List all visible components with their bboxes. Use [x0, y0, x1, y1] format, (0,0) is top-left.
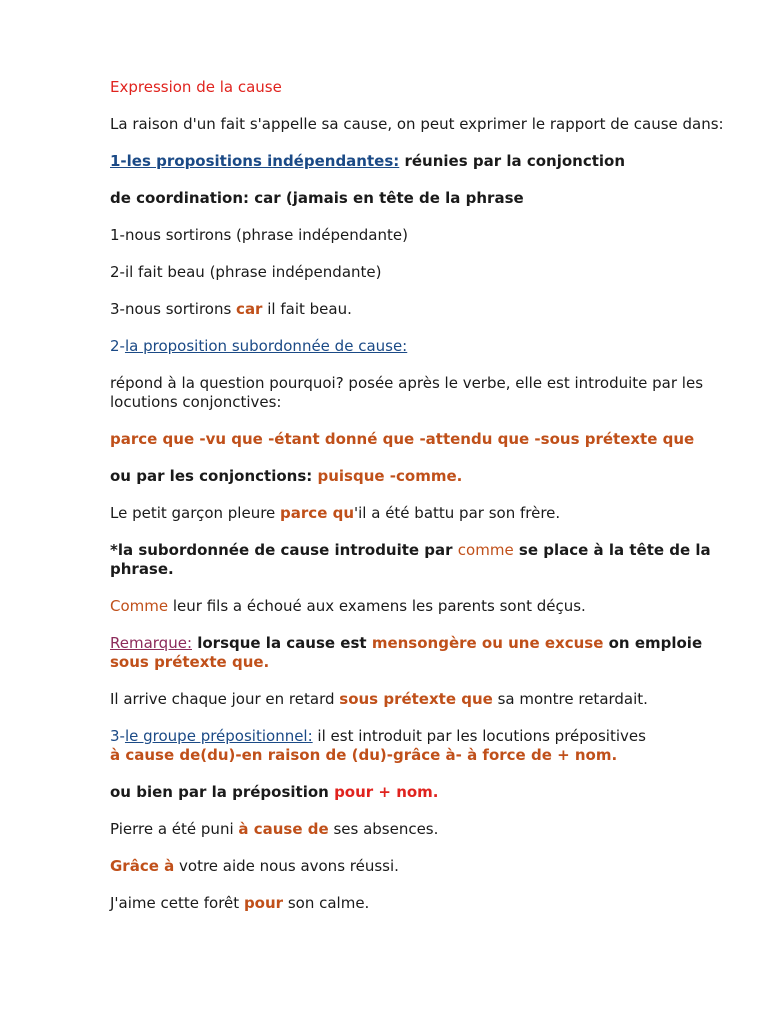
section2-note-pre: *la subordonnée de cause introduite par [110, 541, 458, 559]
section2-comme-example [110, 597, 730, 616]
section3-example-3 [110, 894, 730, 913]
section3-example-2-keyword: Grâce à [110, 857, 175, 875]
remark-example-keyword: sous prétexte que [339, 690, 493, 708]
remark-example [110, 690, 730, 709]
section2-heading: la proposition subordonnée de cause: [124, 337, 408, 355]
section2-example [110, 504, 730, 523]
section3-example-1-pre: Pierre a été puni [110, 820, 239, 838]
example1-3 [110, 300, 730, 319]
remark-keyword-b: sous prétexte que. [110, 653, 270, 671]
section3-text: il est introduit par les locutions prépositives [312, 727, 646, 745]
section3-example-3-pre: J'aime cette forêt [110, 894, 244, 912]
document-title: Expression de la cause [110, 78, 282, 96]
section2-conj-pre: ou par les conjonctions: [110, 467, 318, 485]
section1-heading: 1-les propositions indépendantes: [110, 152, 400, 170]
section3-example-2 [110, 857, 730, 876]
section2-note [110, 541, 730, 579]
section3-preposition [110, 783, 730, 802]
example1-2: 2-il fait beau (phrase indépendante) [110, 263, 382, 281]
section2-conjunctions [110, 467, 730, 486]
section3-example-3-keyword: pour [243, 894, 284, 912]
remark-text-b: on emploie [603, 634, 703, 652]
remark-keyword-a: mensongère ou une excuse [371, 634, 604, 652]
section2-note-keyword: comme [457, 541, 514, 559]
example1-1: 1-nous sortirons (phrase indépendante) [110, 226, 408, 244]
section2-example-pre: Le petit garçon pleure [110, 504, 281, 522]
section2-example-keyword: parce qu [280, 504, 355, 522]
section3-prep-pre: ou bien par la préposition [110, 783, 335, 801]
section3-example-3-post: son calme. [283, 894, 370, 912]
section3-heading: le groupe prépositionnel: [124, 727, 313, 745]
section2-number: 2- [110, 337, 125, 355]
section1-text-b: de coordination: car (jamais en tête de la phrase [110, 189, 524, 207]
section2-heading-line [110, 337, 730, 356]
section2-comme-post: leur fils a échoué aux examens les parents sont déçus. [168, 597, 586, 615]
section3-example-1 [110, 820, 730, 839]
section3-example-2-post: votre aide nous avons réussi. [174, 857, 399, 875]
section2-note-post: se place à la tête de la phrase. [110, 541, 711, 578]
section2-example-post: 'il a été battu par son frère. [354, 504, 561, 522]
section3-heading-block [110, 727, 730, 765]
remark-label: Remarque: [110, 634, 192, 652]
section3-number: 3- [110, 727, 125, 745]
section3-example-1-keyword: à cause de [238, 820, 329, 838]
section2-comme-keyword: Comme [110, 597, 169, 615]
remark-example-post: sa montre retardait. [492, 690, 648, 708]
intro-paragraph: La raison d'un fait s'appelle sa cause, on peut exprimer le rapport de cause dans: [110, 115, 724, 133]
example1-3-pre: 3-nous sortirons [110, 300, 237, 318]
remark-paragraph [110, 634, 730, 672]
example1-3-keyword: car [236, 300, 263, 318]
remark-text-a: lorsque la cause est [192, 634, 372, 652]
section2-description: répond à la question pourquoi? posée après le verbe, elle est introduite par les locutions conjonctives: [110, 374, 704, 411]
section3-prep-keyword: pour + nom. [334, 783, 439, 801]
section1-text-a: réunies par la conjonction [399, 152, 626, 170]
section3-locutions: à cause de(du)-en raison de (du)-grâce à- à force de + nom. [110, 746, 618, 764]
document-content [110, 78, 730, 931]
section2-conj-keywords: puisque -comme. [317, 467, 463, 485]
section1-heading-line [110, 152, 730, 171]
example1-3-post: il fait beau. [262, 300, 352, 318]
section3-example-1-post: ses absences. [328, 820, 439, 838]
section2-locutions: parce que -vu que -étant donné que -attendu que -sous prétexte que [110, 430, 695, 448]
remark-example-pre: Il arrive chaque jour en retard [110, 690, 340, 708]
